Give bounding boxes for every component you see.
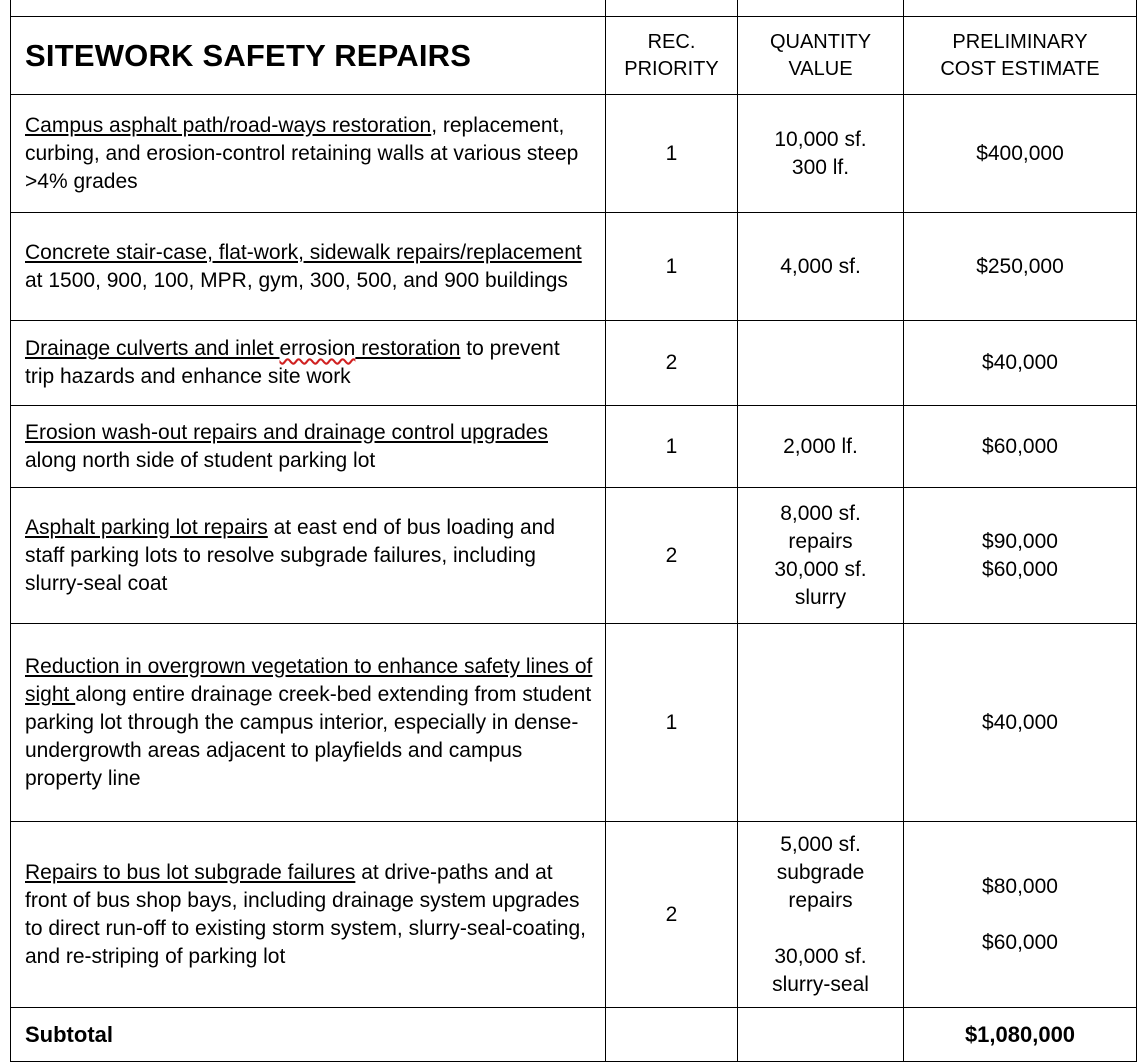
- subtotal-row: [11, 1008, 1137, 1062]
- description-highlight: Campus asphalt path/road-ways restoration: [25, 113, 432, 137]
- grid-line: [10, 1045, 11, 1057]
- grid-line: [1136, 0, 1137, 16]
- table-row: [11, 822, 1137, 1008]
- description-highlight: Repairs to bus lot subgrade failures: [25, 860, 356, 884]
- description-highlight: Erosion wash-out repairs and drainage control upgrades: [25, 420, 548, 444]
- header-quantity: QUANTITY VALUE: [738, 17, 904, 95]
- description-text: at drive-paths and at front of bus shop bays, including drainage system upgrades to direct run-off to existing storm system, slurry-seal-coating, and re-striping of parking lot: [25, 860, 586, 968]
- header-row: [11, 17, 1137, 95]
- row-priority: 1: [606, 95, 738, 213]
- row-quantity: [738, 624, 904, 822]
- row-description: [11, 95, 606, 213]
- row-cost: $250,000: [904, 213, 1137, 321]
- row-priority: 1: [606, 624, 738, 822]
- header-cost: PRELIMINARY COST ESTIMATE: [904, 17, 1137, 95]
- row-quantity: 2,000 lf.: [738, 406, 904, 488]
- description-text: along entire drainage creek-bed extending from student parking lot through the campus interior, especially in dense-undergrowth areas adjacent to playfields and campus property line: [25, 682, 592, 790]
- subtotal-label: Subtotal: [11, 1008, 606, 1062]
- row-description: [11, 406, 606, 488]
- row-priority: 1: [606, 213, 738, 321]
- row-description: [11, 624, 606, 822]
- description-text: at east end of bus loading and staff parking lots to resolve subgrade failures, including slurry-seal coat: [25, 515, 556, 595]
- row-cost: $400,000: [904, 95, 1137, 213]
- row-priority: 2: [606, 488, 738, 624]
- description-highlight: Concrete stair-case, flat-work, sidewalk repairs/replacement: [25, 240, 582, 264]
- sitework-safety-repairs-table: [10, 16, 1137, 1062]
- grid-line: [605, 0, 606, 16]
- row-cost: $90,000 $60,000: [904, 488, 1137, 624]
- row-description: [11, 321, 606, 406]
- row-quantity: 8,000 sf. repairs 30,000 sf. slurry: [738, 488, 904, 624]
- description-text: at 1500, 900, 100, MPR, gym, 300, 500, and 900 buildings: [25, 268, 568, 292]
- row-priority: 2: [606, 822, 738, 1008]
- row-cost: $40,000: [904, 624, 1137, 822]
- grid-line: [605, 1045, 606, 1057]
- grid-line: [10, 0, 11, 16]
- description-highlight: Reduction in overgrown vegetation to enhance safety lines of sight: [25, 654, 593, 706]
- description-text: to prevent trip hazards and enhance site work: [25, 337, 560, 388]
- header-priority: REC. PRIORITY: [606, 17, 738, 95]
- row-description: [11, 213, 606, 321]
- grid-line: [903, 0, 904, 16]
- row-cost: $40,000: [904, 321, 1137, 406]
- grid-line: [1136, 1045, 1137, 1057]
- grid-line: [737, 0, 738, 16]
- row-priority: 2: [606, 321, 738, 406]
- row-quantity: 10,000 sf. 300 lf.: [738, 95, 904, 213]
- row-quantity: 4,000 sf.: [738, 213, 904, 321]
- row-description: [11, 488, 606, 624]
- table-row: [11, 213, 1137, 321]
- row-quantity: 5,000 sf. subgrade repairs 30,000 sf. slurry-seal: [738, 822, 904, 1008]
- table-row: [11, 488, 1137, 624]
- description-text: along north side of student parking lot: [25, 448, 376, 472]
- subtotal-value: $1,080,000: [904, 1008, 1137, 1062]
- subtotal-empty-cell: [738, 1008, 904, 1062]
- row-description: [11, 822, 606, 1008]
- row-cost: $60,000: [904, 406, 1137, 488]
- misspelled-word[interactable]: errosion: [279, 337, 356, 360]
- description-highlight: Asphalt parking lot repairs: [25, 515, 268, 539]
- row-cost: $80,000 $60,000: [904, 822, 1137, 1008]
- description-text: , replacement, curbing, and erosion-control retaining walls at various steep >4% grades: [25, 113, 579, 193]
- row-quantity: [738, 321, 904, 406]
- description-highlight: Drainage culverts and inlet: [25, 337, 280, 360]
- subtotal-empty-cell: [606, 1008, 738, 1062]
- description-highlight: restoration: [355, 337, 461, 360]
- table-row: [11, 624, 1137, 822]
- row-priority: 1: [606, 406, 738, 488]
- table-row: [11, 406, 1137, 488]
- table-title: SITEWORK SAFETY REPAIRS: [11, 17, 606, 95]
- grid-line: [737, 1045, 738, 1057]
- table-row: [11, 95, 1137, 213]
- grid-line: [903, 1045, 904, 1057]
- table-row: [11, 321, 1137, 406]
